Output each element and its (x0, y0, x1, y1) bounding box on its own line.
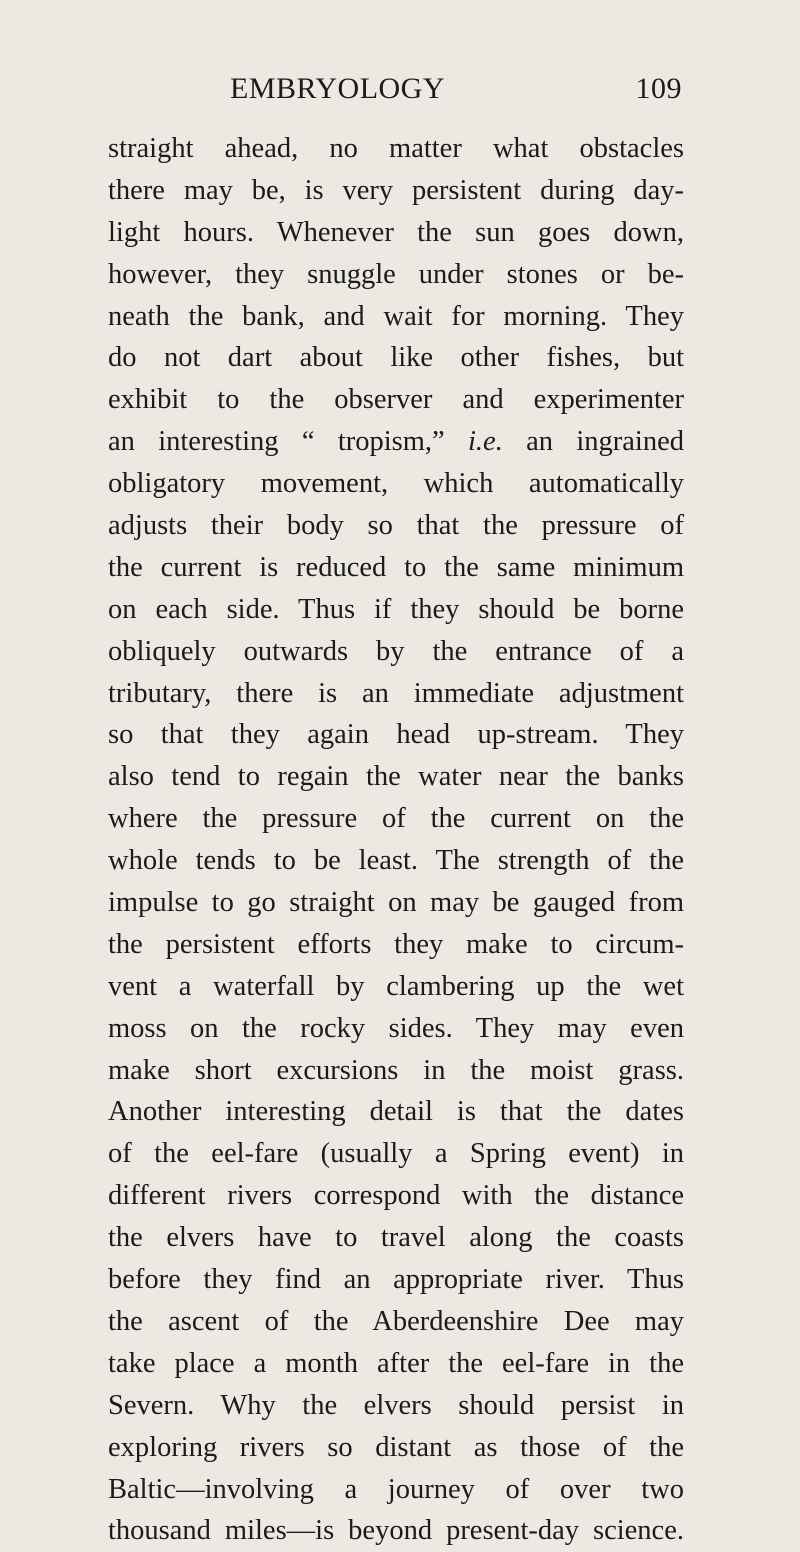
page-number: 109 (635, 72, 682, 105)
text-line: where the pressure of the current on the (108, 803, 684, 835)
text-line: the ascent of the Aberdeenshire Dee may (108, 1305, 684, 1337)
text-line: exploring rivers so distant as those of the (108, 1431, 684, 1463)
running-head (230, 72, 682, 112)
running-title: EMBRYOLOGY (230, 72, 446, 105)
text-line: the elvers have to travel along the coasts (108, 1222, 684, 1254)
text-line: neath the bank, and wait for morning. They (108, 300, 684, 332)
text-line: make short excursions in the moist grass. (108, 1054, 684, 1086)
text-line: thousand miles—is beyond present-day science. (108, 1515, 684, 1547)
text-line: moss on the rocky sides. They may even (108, 1012, 684, 1044)
text-line: the persistent efforts they make to circum- (108, 928, 684, 960)
text-line: Another interesting detail is that the dates (108, 1096, 684, 1128)
text-line: of the eel-fare (usually a Spring event) in (108, 1138, 684, 1170)
text-line: adjusts their body so that the pressure of (108, 510, 684, 542)
text-line: the current is reduced to the same minimum (108, 551, 684, 583)
text-line: Severn. Why the elvers should persist in (108, 1389, 684, 1421)
text-line: before they find an appropriate river. Thus (108, 1264, 684, 1296)
text-line: impulse to go straight on may be gauged from (108, 887, 684, 919)
text-line: different rivers correspond with the distance (108, 1180, 684, 1212)
text-line: there may be, is very persistent during day- (108, 174, 684, 206)
text-line: so that they again head up-stream. They (108, 719, 684, 751)
text-line: vent a waterfall by clambering up the wet (108, 970, 684, 1002)
text-line: exhibit to the observer and experimenter (108, 384, 684, 416)
text-line: however, they snuggle under stones or be- (108, 258, 684, 290)
italic-abbreviation: i.e. (468, 426, 503, 458)
text-line: straight ahead, no matter what obstacles (108, 133, 684, 164)
text-line: Baltic—involving a journey of over two (108, 1473, 684, 1505)
text-line: an interesting “ tropism,” i.e. an ingrained (108, 426, 684, 458)
text-line: obligatory movement, which automatically (108, 468, 684, 500)
text-line: do not dart about like other fishes, but (108, 342, 684, 374)
text-line: whole tends to be least. The strength of the (108, 845, 684, 877)
text-line: take place a month after the eel-fare in the (108, 1347, 684, 1379)
text-line: on each side. Thus if they should be borne (108, 593, 684, 625)
text-line: tributary, there is an immediate adjustment (108, 677, 684, 709)
text-line: obliquely outwards by the entrance of a (108, 635, 684, 667)
text-line: light hours. Whenever the sun goes down, (108, 216, 684, 248)
text-line: also tend to regain the water near the banks (108, 761, 684, 793)
body-paragraph (108, 128, 684, 1552)
